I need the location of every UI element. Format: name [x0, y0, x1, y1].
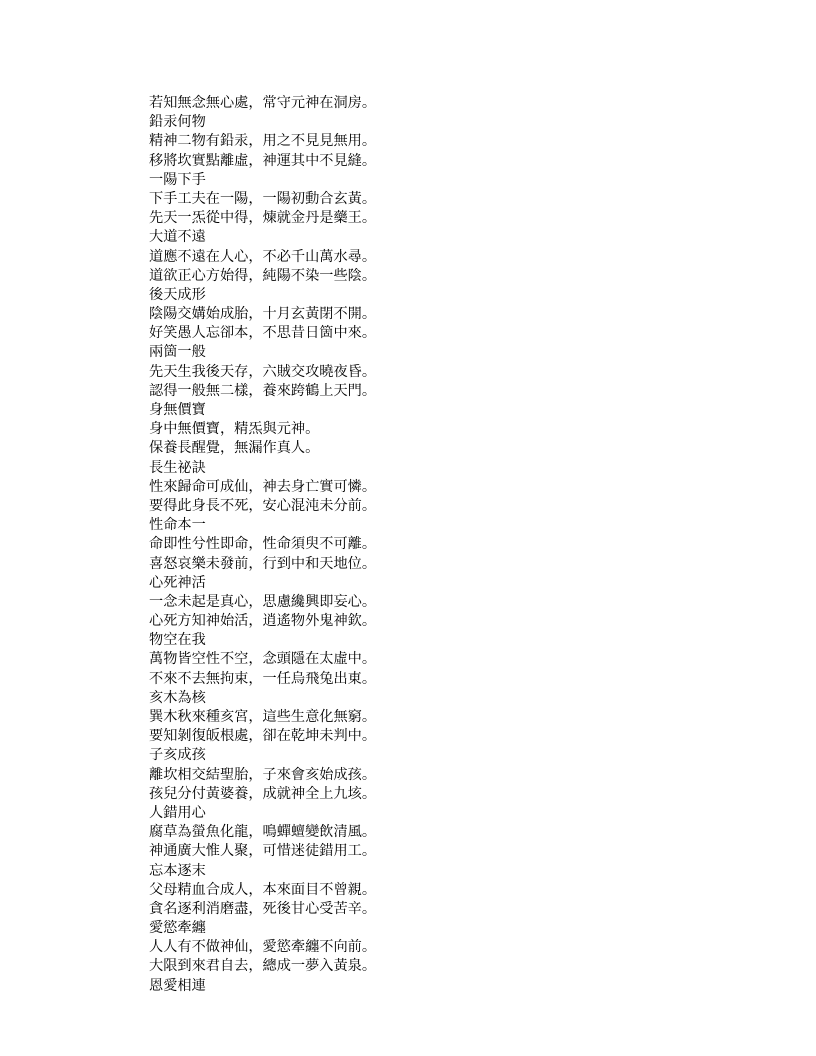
section-heading: 兩箇一般 — [149, 344, 206, 361]
verse-line: 性來歸命可成仙，神去身亡實可憐。 — [149, 478, 377, 495]
section-heading: 長生祕訣 — [149, 459, 206, 476]
document-page — [149, 94, 789, 996]
section-heading: 一陽下手 — [149, 171, 206, 188]
verse-line: 命即性兮性即命，性命須臾不可離。 — [149, 536, 377, 553]
verse-line: 先天生我後天存，六賊交攻曉夜昏。 — [149, 363, 377, 380]
section-heading: 鉛汞何物 — [149, 114, 206, 131]
verse-line: 要知剝復皈根處，卻在乾坤未判中。 — [149, 728, 377, 745]
verse-line: 巽木秋來種亥宮，這些生意化無窮。 — [149, 709, 377, 725]
section-heading: 子亥成孩 — [149, 747, 206, 764]
section-heading: 亥木為核 — [149, 689, 206, 706]
verse-line: 下手工夫在一陽，一陽初動合玄黃。 — [149, 190, 377, 207]
section-heading: 忘本逐末 — [149, 862, 206, 879]
section-heading: 身無價寶 — [149, 402, 206, 418]
section-heading: 恩愛相連 — [149, 977, 206, 994]
verse-line: 先天一炁從中得，煉就金丹是藥王。 — [149, 210, 377, 227]
verse-line: 腐草為螢魚化龍，鳴蟬蟺變飲清風。 — [149, 824, 377, 841]
verse-line: 貪名逐利消磨盡，死後甘心受苦辛。 — [149, 900, 377, 917]
verse-line: 認得一般無二樣，養來跨鶴上天門。 — [149, 382, 377, 399]
verse-line: 精神二物有鉛汞，用之不見見無用。 — [149, 133, 377, 150]
verse-line: 移將坎實點離虛，神運其中不見縫。 — [149, 152, 377, 169]
verse-line: 孩兒分付黃婆養，成就神全上九垓。 — [149, 785, 377, 802]
verse-line: 神通廣大惟人聚，可惜迷徒錯用工。 — [149, 843, 377, 860]
verse-line: 道應不遠在人心，不必千山萬水尋。 — [149, 248, 377, 265]
verse-line: 父母精血合成人，本來面目不曾親。 — [149, 881, 377, 898]
verse-line: 若知無念無心處，常守元神在洞房。 — [149, 95, 377, 111]
verse-line: 不來不去無拘束，一任烏飛兔出東。 — [149, 670, 377, 687]
verse-line: 喜怒哀樂未發前，行到中和天地位。 — [149, 555, 377, 572]
section-heading: 大道不遠 — [149, 229, 206, 246]
verse-line: 好笑愚人忘卻本，不思昔日箇中來。 — [149, 325, 377, 342]
section-heading: 性命本一 — [149, 517, 206, 534]
verse-line: 保養長醒覺，無漏作真人。 — [149, 440, 320, 457]
verse-line: 萬物皆空性不空，念頭隱在太虛中。 — [149, 651, 377, 668]
verse-line: 道欲正心方始得，純陽不染一些陰。 — [149, 267, 377, 284]
verse-line: 要得此身長不死，安心混沌未分前。 — [149, 497, 377, 514]
verse-line: 人人有不做神仙，愛慾牽纏不向前。 — [149, 939, 377, 956]
section-heading: 物空在我 — [149, 632, 206, 649]
verse-line: 心死方知神始活，逍遙物外鬼神欽。 — [149, 613, 377, 630]
verse-line: 一念未起是真心，思慮纔興即妄心。 — [149, 593, 377, 610]
section-heading: 人錯用心 — [149, 804, 206, 821]
section-heading: 後天成形 — [149, 286, 206, 303]
verse-line: 離坎相交結聖胎，子來會亥始成孩。 — [149, 766, 377, 783]
verse-line: 大限到來君自去，總成一夢入黃泉。 — [149, 958, 377, 975]
verse-line: 身中無價寶，精炁與元神。 — [149, 421, 320, 438]
verse-line: 陰陽交媾始成胎，十月玄黃閉不開。 — [149, 306, 377, 323]
section-heading: 心死神活 — [149, 574, 206, 591]
section-heading: 愛慾牽纏 — [149, 920, 206, 937]
